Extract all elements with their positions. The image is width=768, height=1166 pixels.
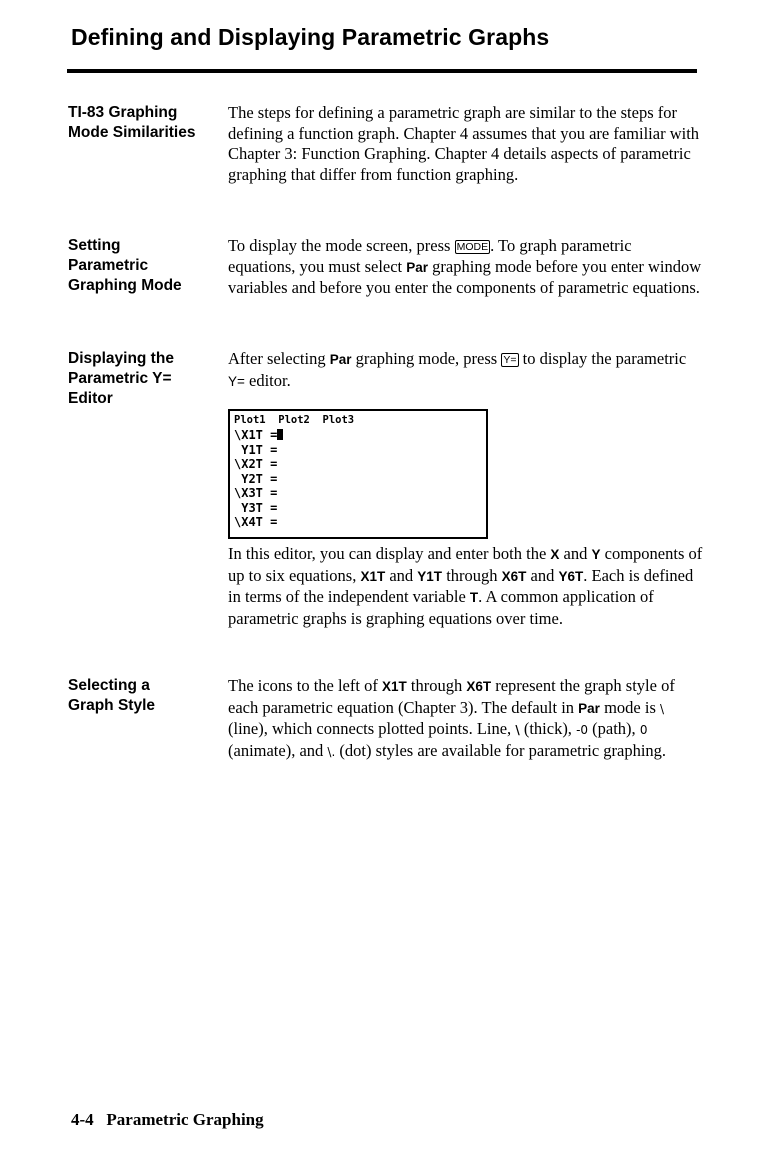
text-run: and — [385, 565, 418, 585]
cursor-icon — [277, 429, 283, 440]
text-run: graphing mode, press — [351, 349, 502, 368]
editor-line-y2t: Y2T = — [234, 471, 278, 486]
body-paragraph — [228, 544, 703, 629]
text-run: (line), which connects plotted points. Line, — [228, 719, 516, 738]
heading-line: Parametric — [68, 257, 149, 274]
text-run: In this editor, you can display and enter both the — [228, 544, 551, 563]
path-style-icon: -0 — [576, 723, 589, 737]
heading-line: Parametric Y= — [68, 370, 172, 387]
heading-line: Editor — [68, 390, 113, 407]
text-run: components of up to six equations, — [228, 544, 703, 585]
section-heading — [68, 103, 226, 143]
text-run: . Each is defined in terms of the independent variable — [228, 565, 694, 606]
body-paragraph: The steps for defining a parametric graph are similar to the steps for defining a function graph. Chapter 4 assumes that you are familiar with Chapter 3: Function Graphing. Chapter 4 details aspects of parametric graphing that differ from function graphing. — [228, 103, 700, 184]
calculator-screen — [228, 409, 488, 539]
section-heading — [68, 676, 226, 716]
mode-key: MODE — [456, 241, 489, 253]
plot-header: Plot1 Plot2 Plot3 — [234, 414, 355, 426]
text-run: . A common application of parametric graphs is graphing equations over time. — [228, 587, 654, 628]
editor-line-x4t: \X4T = — [234, 515, 278, 529]
thick-style-icon: \ — [515, 723, 520, 737]
section-heading — [68, 236, 226, 296]
section-body — [228, 103, 703, 185]
text-run: (dot) styles are available for parametric graphing. — [335, 740, 667, 760]
editor-line-y1t: Y1T = — [234, 442, 278, 457]
par-term: Par — [329, 352, 352, 367]
y-term: Y — [591, 547, 601, 562]
t-term: T — [469, 590, 479, 605]
text-run: (path), — [588, 719, 640, 738]
heading-line: Mode Similarities — [68, 124, 196, 141]
text-run: to display the parametric — [518, 349, 687, 368]
y1t-term: Y1T — [417, 568, 443, 584]
heading-line: Graph Style — [68, 697, 155, 714]
editor-line-x1t — [234, 428, 283, 443]
heading-line: Setting — [68, 237, 121, 254]
editor-line-x2t: \X2T = — [234, 457, 278, 471]
text-run: After selecting — [228, 349, 330, 368]
heading-line: Selecting a — [68, 677, 150, 694]
text-run: graphing mode before you enter window variables and before you enter the components of parametric equations. — [228, 256, 702, 297]
text-run: mode is — [599, 697, 660, 717]
text-run: . To graph parametric equations, you must select — [228, 236, 632, 276]
text-run: through — [442, 565, 502, 585]
y-equals-key: Y= — [503, 354, 517, 366]
text-run: To display the mode screen, press — [228, 236, 455, 255]
editor-line-text: \X1T = — [234, 428, 278, 442]
heading-line: TI-83 Graphing — [68, 104, 178, 121]
dot-style-icon: \. — [327, 744, 336, 759]
text-run: through — [406, 676, 467, 695]
body-paragraph — [228, 676, 703, 762]
section-body — [228, 349, 703, 392]
text-run: represent the graph style of each parametric equation (Chapter 3). The default in — [228, 676, 675, 717]
par-term: Par — [578, 700, 600, 716]
section-heading — [68, 349, 226, 409]
heading-line: Graphing Mode — [68, 277, 182, 294]
section-body-2 — [228, 544, 703, 629]
line-style-icon: \ — [660, 701, 665, 716]
text-run: The icons to the left of — [228, 676, 382, 695]
text-run: (animate), and — [228, 740, 328, 760]
text-run: and — [559, 544, 592, 563]
page-title: Defining and Displaying Parametric Graphs — [71, 24, 550, 50]
animate-style-icon: 0 — [639, 723, 648, 737]
x6t-term: X6T — [466, 679, 492, 694]
title-rule — [67, 69, 697, 73]
section-body — [228, 236, 703, 299]
text-run: and — [526, 565, 559, 585]
y-equals-term: Y= — [228, 373, 245, 389]
editor-line-x3t: \X3T = — [234, 486, 278, 500]
editor-line-y3t: Y3T = — [234, 500, 278, 515]
x1t-term: X1T — [360, 568, 386, 584]
text-run: (thick), — [519, 719, 577, 738]
x6t-term: X6T — [501, 568, 527, 584]
body-paragraph — [228, 349, 703, 392]
x1t-term: X1T — [381, 679, 407, 694]
y6t-term: Y6T — [558, 568, 584, 584]
page-footer: 4-4 Parametric Graphing — [71, 1110, 264, 1129]
x-term: X — [550, 547, 560, 562]
par-term: Par — [406, 259, 429, 275]
section-body — [228, 676, 703, 762]
text-run: editor. — [244, 370, 291, 390]
body-paragraph — [228, 236, 703, 299]
heading-line: Displaying the — [68, 350, 174, 367]
